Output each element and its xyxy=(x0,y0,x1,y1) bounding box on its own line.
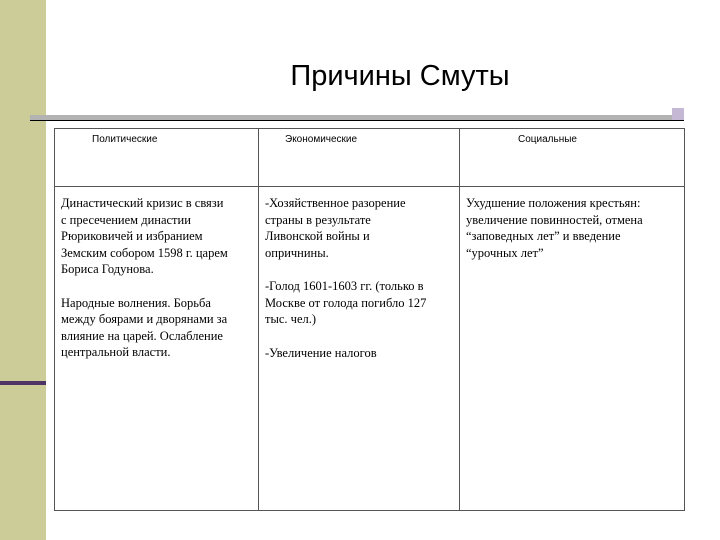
header-economic: Экономические xyxy=(259,129,460,187)
table-row xyxy=(55,187,685,511)
side-accent-bar xyxy=(0,381,46,385)
header-political: Политические xyxy=(55,129,259,187)
cell-economic xyxy=(259,187,460,511)
slide-title: Причины Смуты xyxy=(290,60,510,92)
header-social: Социальные xyxy=(460,129,685,187)
causes-table xyxy=(54,128,685,511)
table-header-row xyxy=(55,129,685,187)
side-band xyxy=(0,0,46,540)
political-cause-1: Династический кризис в связи с пресечением династии Рюриковичей и избранием Земским собором 1598 г. царем Бориса Годунова. xyxy=(61,196,228,276)
economic-cause-1: -Хозяйственное разорение страны в результате Ливонской войны и опричнины. xyxy=(265,196,406,260)
title-rule-line xyxy=(30,120,684,121)
social-cause-1: Ухудшение положения крестьян: увеличение повинностей, отмена “заповедных лет” и введение “урочных лет” xyxy=(466,196,643,260)
economic-cause-3: -Увеличение налогов xyxy=(265,345,377,360)
title-rule-accent xyxy=(672,108,684,120)
cell-political xyxy=(55,187,259,511)
political-cause-2: Народные волнения. Борьба между боярами и дворянами за влияние на царей. Ослабление центральной власти. xyxy=(61,295,228,359)
economic-cause-2: -Голод 1601-1603 гг. (только в Москве от голода погибло 127 тыс. чел.) xyxy=(265,279,427,326)
cell-social xyxy=(460,187,685,511)
